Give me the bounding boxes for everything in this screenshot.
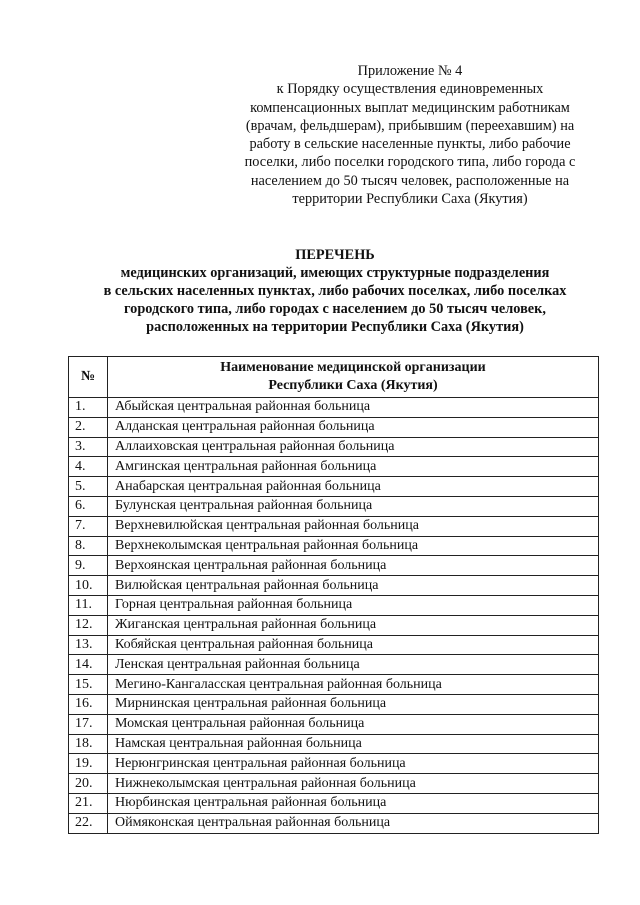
document-title (70, 246, 600, 336)
table-row (69, 437, 599, 457)
table-row (69, 496, 599, 516)
title-line: городского типа, либо городах с населением до 50 тысяч человек, (124, 301, 546, 318)
table-row (69, 477, 599, 497)
organization-name: Оймяконская центральная районная больница (108, 813, 599, 833)
organization-name: Горная центральная районная больница (108, 595, 599, 615)
organization-name: Абыйская центральная районная больница (108, 398, 599, 418)
number-column-header: № (69, 357, 108, 398)
table-row (69, 417, 599, 437)
table-row (69, 615, 599, 635)
organization-name: Нижнеколымская центральная районная больница (108, 774, 599, 794)
table-header-row (69, 357, 599, 398)
table-row (69, 793, 599, 813)
row-number: 4. (69, 457, 108, 477)
appendix-line: территории Республики Саха (Якутия) (292, 191, 528, 208)
row-number: 6. (69, 496, 108, 516)
row-number: 18. (69, 734, 108, 754)
organization-name: Кобяйская центральная районная больница (108, 635, 599, 655)
organization-name: Булунская центральная районная больница (108, 496, 599, 516)
row-number: 2. (69, 417, 108, 437)
row-number: 3. (69, 437, 108, 457)
row-number: 22. (69, 813, 108, 833)
title-line: в сельских населенных пунктах, либо рабочих поселках, либо поселках (103, 283, 567, 300)
row-number: 16. (69, 694, 108, 714)
table-row (69, 734, 599, 754)
organization-name: Момская центральная районная больница (108, 714, 599, 734)
row-number: 9. (69, 556, 108, 576)
appendix-line: работу в сельские населенные пункты, либо рабочие (249, 136, 571, 153)
table-row (69, 675, 599, 695)
organization-name: Амгинская центральная районная больница (108, 457, 599, 477)
organization-name: Мегино-Кангаласская центральная районная больница (108, 675, 599, 695)
row-number: 19. (69, 754, 108, 774)
table-row (69, 714, 599, 734)
organization-name: Верхневилюйская центральная районная больница (108, 516, 599, 536)
table-row (69, 398, 599, 418)
row-number: 15. (69, 675, 108, 695)
appendix-line: (врачам, фельдшерам), прибывшим (переехавшим) на (245, 117, 575, 134)
organizations-table (68, 356, 599, 834)
organization-name: Верхнеколымская центральная районная больница (108, 536, 599, 556)
appendix-line: Приложение № 4 (357, 63, 463, 79)
row-number: 7. (69, 516, 108, 536)
row-number: 14. (69, 655, 108, 675)
table-row (69, 635, 599, 655)
table-row (69, 655, 599, 675)
appendix-line: компенсационных выплат медицинским работникам (250, 99, 570, 116)
row-number: 17. (69, 714, 108, 734)
table-row (69, 774, 599, 794)
table-row (69, 556, 599, 576)
organization-name: Аллаиховская центральная районная больница (108, 437, 599, 457)
table-row (69, 694, 599, 714)
organization-name: Ленская центральная районная больница (108, 655, 599, 675)
table-row (69, 536, 599, 556)
organization-name: Алданская центральная районная больница (108, 417, 599, 437)
appendix-line: населением до 50 тысяч человек, расположенные на (250, 172, 570, 189)
appendix-note (228, 62, 592, 208)
organization-name: Анабарская центральная районная больница (108, 477, 599, 497)
organization-name: Мирнинская центральная районная больница (108, 694, 599, 714)
name-header-line: Наименование медицинской организации (220, 360, 486, 375)
organization-name: Нерюнгринская центральная районная больница (108, 754, 599, 774)
row-number: 12. (69, 615, 108, 635)
appendix-line: поселки, либо поселки городского типа, либо города с (244, 154, 576, 171)
row-number: 10. (69, 576, 108, 596)
organization-name: Жиганская центральная районная больница (108, 615, 599, 635)
table-row (69, 576, 599, 596)
row-number: 8. (69, 536, 108, 556)
title-line: расположенных на территории Республики Саха (Якутия) (146, 319, 524, 336)
table-row (69, 813, 599, 833)
name-header-line: Республики Саха (Якутия) (268, 378, 438, 393)
table-row (69, 457, 599, 477)
row-number: 21. (69, 793, 108, 813)
row-number: 20. (69, 774, 108, 794)
organization-name: Верхоянская центральная районная больница (108, 556, 599, 576)
organization-name: Нюрбинская центральная районная больница (108, 793, 599, 813)
row-number: 5. (69, 477, 108, 497)
row-number: 1. (69, 398, 108, 418)
appendix-line: к Порядку осуществления единовременных (276, 81, 544, 98)
organization-name: Вилюйская центральная районная больница (108, 576, 599, 596)
row-number: 11. (69, 595, 108, 615)
organization-name: Намская центральная районная больница (108, 734, 599, 754)
table-row (69, 754, 599, 774)
table-body (69, 398, 599, 834)
row-number: 13. (69, 635, 108, 655)
title-heading: ПЕРЕЧЕНЬ (295, 247, 375, 263)
title-line: медицинских организаций, имеющих структурные подразделения (120, 265, 550, 282)
name-column-header (108, 357, 599, 398)
table-row (69, 516, 599, 536)
table-row (69, 595, 599, 615)
